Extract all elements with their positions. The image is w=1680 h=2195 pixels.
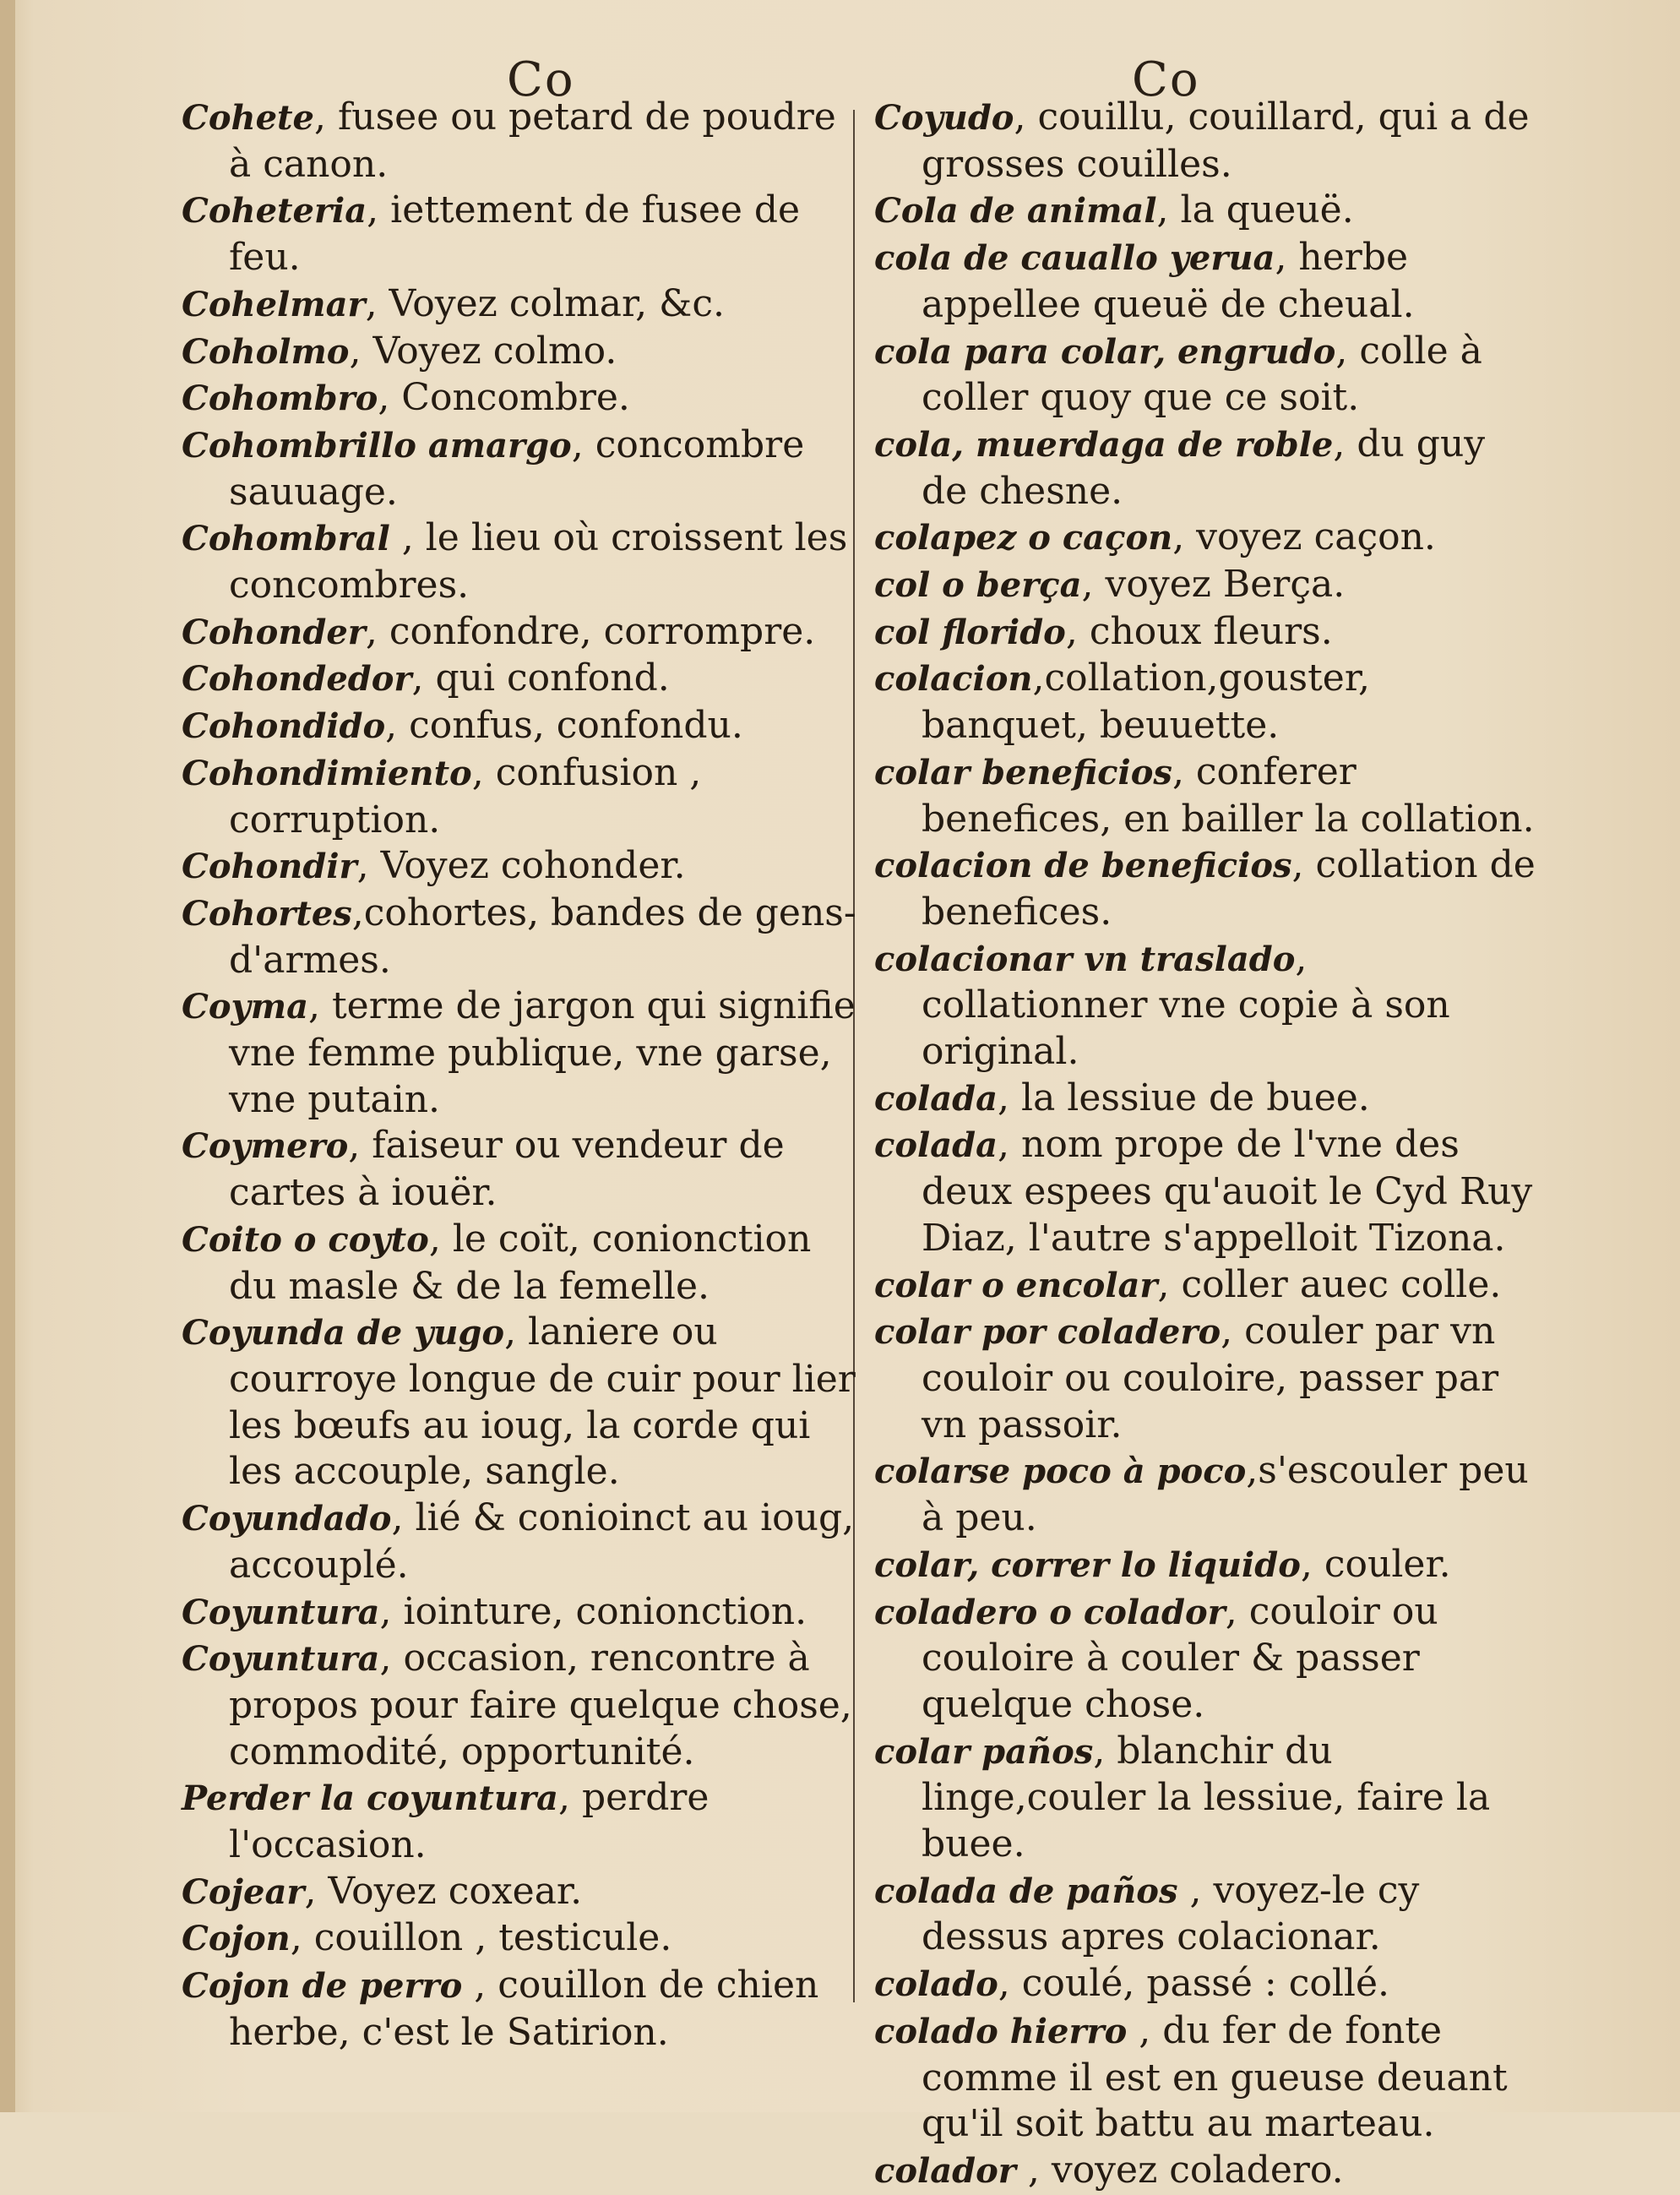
dictionary-entry <box>874 1122 1541 1261</box>
entry-gloss: , laniere ou courroye longue de cuir pour lier les bœufs au ioug, la corde qui les accouple, sangle. <box>229 1310 856 1494</box>
entry-gloss: , le lieu où croissent les concombres. <box>229 516 848 607</box>
entry-headword: colarse poco à poco <box>874 1452 1247 1492</box>
entry-gloss: , colle à coller quoy que ce soit. <box>922 329 1482 420</box>
entry-gloss: , choux fleurs. <box>1065 609 1333 653</box>
entry-headword: Cohondido <box>182 706 386 747</box>
entry-headword: Coyuntura <box>182 1639 380 1680</box>
entry-headword: Coyunda de yugo <box>182 1313 505 1353</box>
entry-gloss: , la lessiue de buee. <box>998 1076 1370 1119</box>
entry-gloss: , confus, confondu. <box>385 704 743 748</box>
entry-headword: Cohondimiento <box>182 753 472 793</box>
entry-gloss: , Voyez colmar, &c. <box>365 281 725 325</box>
dictionary-entry <box>874 1961 1541 2008</box>
entry-gloss: , couillon de chien herbe, c'est le Satirion. <box>229 1964 819 2054</box>
dictionary-entry <box>182 281 857 329</box>
dictionary-entry <box>182 515 857 608</box>
dictionary-entry <box>874 1729 1541 1868</box>
entry-gloss: , couloir ou couloire à couler & passer quelque chose. <box>922 1589 1438 1726</box>
entry-headword: Coito o coyto <box>182 1219 429 1260</box>
entry-headword: colada <box>874 1125 998 1166</box>
dictionary-entry <box>874 656 1541 749</box>
entry-headword: colado hierro <box>874 2011 1128 2051</box>
right-column <box>874 95 1541 2195</box>
dictionary-entry <box>874 1448 1541 1541</box>
entry-headword: Coheteria <box>182 191 367 231</box>
entry-headword: Cohombral <box>182 519 390 559</box>
entry-gloss: , confusion , corruption. <box>229 750 702 842</box>
dictionary-entry <box>874 609 1541 656</box>
entry-gloss: , lié & conioinct au ioug, accouplé. <box>229 1496 855 1587</box>
entry-headword: colar beneficios <box>874 752 1172 792</box>
entry-headword: colar, correr lo liquido <box>874 1544 1301 1585</box>
entry-headword: Cohonder <box>182 612 366 652</box>
entry-headword: colada <box>874 1078 998 1119</box>
entry-gloss: , terme de jargon qui signifie vne femme publique, vne garse, vne putain. <box>229 984 856 1121</box>
entry-gloss: , du guy de chesne. <box>922 422 1486 513</box>
entry-headword: colacion <box>874 659 1033 700</box>
entry-gloss: , perdre l'occasion. <box>229 1776 710 1867</box>
dictionary-entry <box>182 1123 857 1216</box>
dictionary-entry <box>182 95 857 188</box>
entry-headword: Cohombrillo amargo <box>182 425 572 466</box>
entry-gloss: , le coït, conionction du masle & de la femelle. <box>229 1217 812 1308</box>
entry-gloss: , Voyez colmo. <box>349 329 617 373</box>
dictionary-entry <box>874 936 1541 1076</box>
entry-gloss: , fusee ou petard de poudre à canon. <box>229 95 836 186</box>
entry-gloss: , iointure, conionction. <box>379 1589 807 1633</box>
entry-gloss: , voyez Berça. <box>1081 563 1346 607</box>
dictionary-entry <box>874 562 1541 609</box>
left-column <box>182 95 857 2056</box>
dictionary-entry <box>182 329 857 376</box>
entry-headword: colar o encolar <box>874 1265 1158 1305</box>
entry-gloss: , conferer benefices, en bailler la collation. <box>922 749 1535 841</box>
entry-gloss: , Voyez cohonder. <box>356 844 686 888</box>
entry-gloss: , collationner vne copie à son original. <box>922 936 1450 1074</box>
dictionary-entry <box>182 656 857 703</box>
entry-gloss: ,s'escouler peu à peu. <box>922 1449 1529 1540</box>
dictionary-entry <box>182 1310 857 1495</box>
entry-headword: coladero o colador <box>874 1592 1226 1632</box>
entry-gloss: , coller auec colle. <box>1157 1262 1502 1306</box>
dictionary-entry <box>874 329 1541 422</box>
entry-headword: colapez o caçon <box>874 518 1173 558</box>
entry-gloss: , voyez-le cy dessus apres colacionar. <box>922 1868 1420 1959</box>
entry-gloss: , faiseur ou vendeur de cartes à iouër. <box>229 1124 785 1215</box>
entry-headword: colacionar vn traslado <box>874 939 1296 979</box>
dictionary-entry <box>874 1076 1541 1123</box>
entry-headword: Coyma <box>182 987 308 1027</box>
entry-gloss: ,collation,gouster, banquet, beuuette. <box>922 656 1371 748</box>
dictionary-entry <box>874 235 1541 328</box>
entry-headword: colado <box>874 1964 998 2005</box>
entry-headword: Cohombro <box>182 379 378 419</box>
dictionary-entry <box>182 703 857 750</box>
entry-gloss: , du fer de fonte comme il est en gueuse deuant qu'il soit battu au marteau. <box>922 2008 1508 2146</box>
entry-headword: Coymero <box>182 1126 349 1167</box>
dictionary-entry <box>182 750 857 843</box>
entry-headword: Coyundado <box>182 1499 392 1539</box>
entry-headword: cola para colar, engrudo <box>874 331 1336 372</box>
dictionary-entry <box>874 2008 1541 2148</box>
entry-gloss: , coulé, passé : collé. <box>998 1962 1390 2006</box>
dictionary-entry <box>874 1309 1541 1448</box>
entry-headword: Cola de animal <box>874 191 1157 231</box>
entry-gloss: , voyez caçon. <box>1172 515 1436 559</box>
entry-headword: Cojon <box>182 1919 291 1959</box>
entry-headword: Cohete <box>182 98 314 138</box>
dictionary-entry <box>874 2148 1541 2195</box>
entry-headword: Cojon de perro <box>182 1966 463 2007</box>
dictionary-entry <box>182 891 857 983</box>
dictionary-entry <box>182 843 857 891</box>
dictionary-entry <box>874 188 1541 235</box>
dictionary-entry <box>874 1262 1541 1310</box>
entry-headword: colacion de beneficios <box>874 846 1292 886</box>
dictionary-entry <box>874 515 1541 562</box>
right-running-header: Co <box>1132 52 1200 107</box>
entry-headword: Cohondir <box>182 847 357 887</box>
entry-headword: cola de cauallo yerua <box>874 238 1275 279</box>
dictionary-entry <box>182 1963 857 2056</box>
entry-gloss: , concombre sauuage. <box>229 422 805 514</box>
entry-gloss: , couillon , testicule. <box>290 1916 672 1960</box>
entry-gloss: , couillu, couillard, qui a de grosses couilles. <box>922 95 1530 186</box>
dictionary-entry <box>182 188 857 281</box>
entry-headword: Coyudo <box>874 98 1014 138</box>
entry-gloss: , confondre, corrompre. <box>365 609 816 653</box>
entry-gloss: , Concombre. <box>378 376 630 420</box>
entry-headword: Cohondedor <box>182 659 412 700</box>
entry-gloss: , collation de benefices. <box>922 843 1536 934</box>
dictionary-entry <box>874 749 1541 842</box>
entry-headword: colador <box>874 2150 1016 2191</box>
dictionary-entry <box>182 375 857 422</box>
dictionary-entry <box>874 1542 1541 1589</box>
entry-gloss: , herbe appellee queuë de cheual. <box>922 236 1415 326</box>
dictionary-entry <box>874 842 1541 935</box>
dictionary-entry <box>182 609 857 656</box>
entry-gloss: ,cohortes, bandes de gens-d'armes. <box>229 891 856 982</box>
entry-headword: colada de paños <box>874 1871 1178 1911</box>
entry-gloss: , voyez coladero. <box>1015 2148 1344 2192</box>
entry-headword: Coyuntura <box>182 1592 380 1632</box>
dictionary-entry <box>874 1868 1541 1961</box>
page-binding-edge <box>0 0 15 2112</box>
entry-gloss: , occasion, rencontre à propos pour faire quelque chose, commodité, opportunité. <box>229 1637 852 1773</box>
entry-gloss: , la queuë. <box>1156 188 1354 232</box>
dictionary-entry <box>182 1636 857 1775</box>
dictionary-entry <box>182 422 857 515</box>
dictionary-entry <box>182 1775 857 1868</box>
entry-headword: Cohelmar <box>182 284 366 324</box>
entry-headword: cola, muerdaga de roble <box>874 424 1334 465</box>
dictionary-entry <box>182 1869 857 1916</box>
entry-headword: colar paños <box>874 1731 1094 1772</box>
entry-gloss: , couler par vn couloir ou couloire, passer par vn passoir. <box>922 1310 1499 1446</box>
entry-headword: colar por coladero <box>874 1312 1221 1353</box>
dictionary-entry <box>182 983 857 1123</box>
dictionary-entry <box>874 1589 1541 1729</box>
entry-headword: Cohortes <box>182 893 352 934</box>
dictionary-entry <box>874 95 1541 188</box>
entry-headword: col o berça <box>874 565 1082 606</box>
entry-gloss: , nom prope de l'vne des deux espees qu'auoit le Cyd Ruy Diaz, l'autre s'appelloit Tizona. <box>922 1123 1533 1260</box>
entry-headword: Perder la coyuntura <box>182 1778 558 1819</box>
dictionary-entry <box>182 1495 857 1588</box>
dictionary-entry <box>182 1915 857 1963</box>
entry-headword: col florido <box>874 612 1066 652</box>
entry-gloss: , qui confond. <box>411 656 670 700</box>
entry-gloss: , Voyez coxear. <box>304 1869 583 1913</box>
left-running-header: Co <box>507 52 575 107</box>
entry-headword: Cojear <box>182 1871 305 1912</box>
dictionary-entry <box>874 422 1541 515</box>
dictionary-entry <box>182 1589 857 1637</box>
entry-gloss: , iettement de fusee de feu. <box>229 188 801 280</box>
entry-gloss: , blanchir du linge,couler la lessiue, faire la buee. <box>922 1729 1491 1866</box>
entry-headword: Coholmo <box>182 331 350 372</box>
dictionary-entry <box>182 1217 857 1310</box>
entry-gloss: , couler. <box>1300 1542 1451 1586</box>
